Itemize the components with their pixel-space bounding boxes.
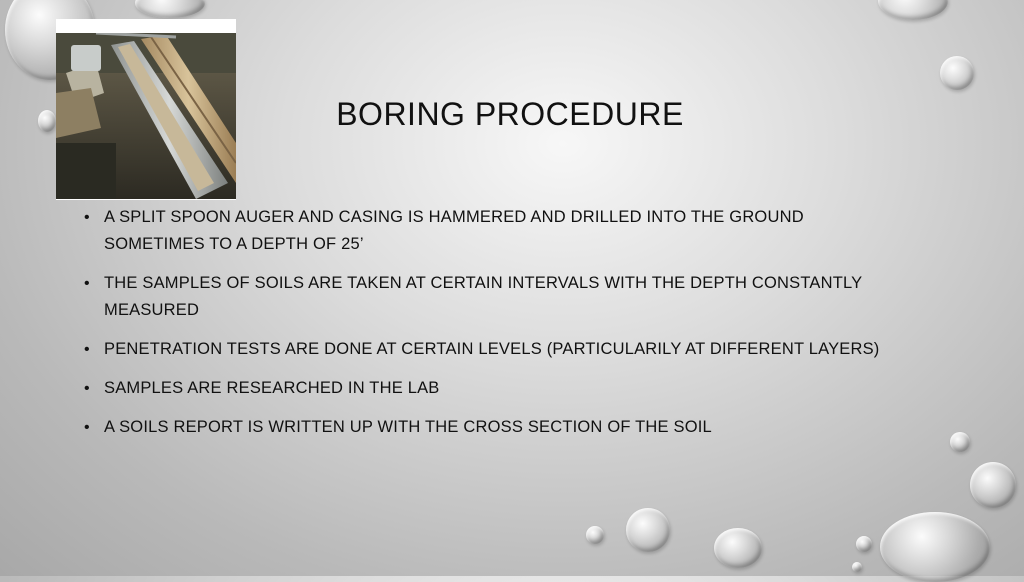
photo-frame <box>56 19 236 200</box>
water-drop-decoration <box>586 526 604 544</box>
bullet-marker: • <box>84 419 90 436</box>
water-drop-decoration <box>626 508 670 552</box>
bullet-marker: • <box>84 341 90 358</box>
bullet-text: A SPLIT SPOON AUGER AND CASING IS HAMMERED AND DRILLED INTO THE GROUND SOMETIMES TO A DEPTH OF 25’ <box>104 208 804 253</box>
water-drop-decoration <box>856 536 872 552</box>
water-drop-decoration <box>970 462 1016 508</box>
water-drop-decoration <box>714 528 762 568</box>
list-item <box>84 270 904 324</box>
water-drop-decoration <box>878 0 948 20</box>
water-drop-decoration <box>38 110 56 132</box>
bullet-text: PENETRATION TESTS ARE DONE AT CERTAIN LEVELS (PARTICULARILY AT DIFFERENT LAYERS) <box>104 340 880 358</box>
water-drop-decoration <box>950 432 970 452</box>
list-item <box>84 375 904 402</box>
bullet-text: A SOILS REPORT IS WRITTEN UP WITH THE CROSS SECTION OF THE SOIL <box>104 418 712 436</box>
bullet-text: SAMPLES ARE RESEARCHED IN THE LAB <box>104 379 440 397</box>
water-drop-decoration <box>880 512 990 582</box>
water-drop-decoration <box>135 0 205 18</box>
list-item <box>84 204 904 258</box>
list-item <box>84 414 904 441</box>
sampler-illustration <box>56 33 236 199</box>
split-spoon-sampler-photo <box>56 33 236 199</box>
slide-title: BORING PROCEDURE <box>336 96 684 132</box>
bullet-text: THE SAMPLES OF SOILS ARE TAKEN AT CERTAIN INTERVALS WITH THE DEPTH CONSTANTLY MEASURED <box>104 274 863 319</box>
water-drop-decoration <box>940 56 974 90</box>
bullet-marker: • <box>84 275 90 292</box>
bullet-marker: • <box>84 380 90 397</box>
water-drop-decoration <box>852 562 862 572</box>
bullet-list <box>84 204 904 453</box>
bullet-marker: • <box>84 209 90 226</box>
list-item <box>84 336 904 363</box>
